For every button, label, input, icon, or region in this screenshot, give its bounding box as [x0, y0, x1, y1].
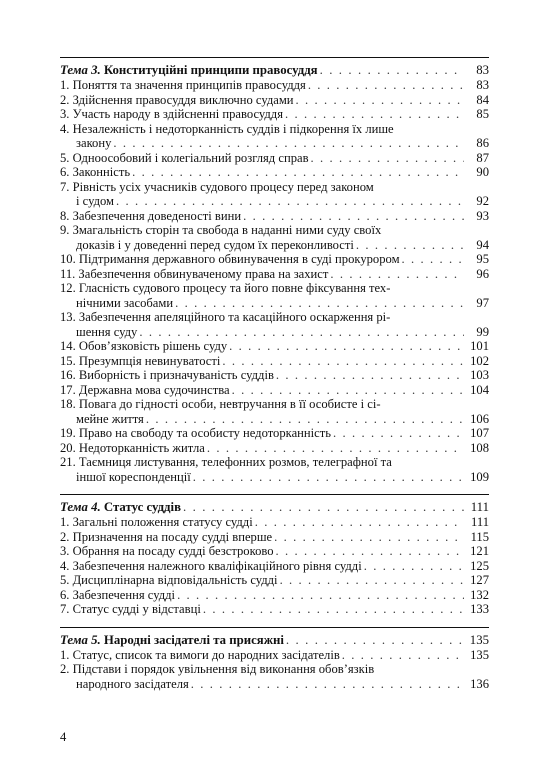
- toc-entry-line: [60, 165, 489, 180]
- section-gap: [60, 484, 489, 494]
- entry-text: іншої кореспонденції: [76, 469, 191, 484]
- toc-entry-line: [60, 530, 489, 545]
- entry-page: 108: [470, 440, 489, 455]
- dot-leader: [274, 530, 464, 545]
- entry-text: 2. Здійснення правосуддя виключно судами: [60, 92, 294, 107]
- dot-leader: [333, 426, 464, 441]
- toc-section: [60, 617, 489, 692]
- entry-text: 19. Право на свободу та особисту недоторканність: [60, 426, 331, 440]
- entry-page: 95: [476, 252, 489, 266]
- dot-leader: [285, 107, 464, 122]
- toc-entry-line: [60, 383, 489, 398]
- entry-page: 132: [470, 587, 489, 602]
- entry-page: 97: [476, 295, 489, 310]
- table-of-contents: [60, 57, 489, 691]
- dot-leader: [320, 62, 464, 78]
- dot-leader: [191, 677, 464, 692]
- toc-entry-line: [60, 677, 489, 692]
- entry-page: 121: [470, 544, 489, 558]
- section-label: Тема 4.: [60, 500, 101, 514]
- dot-leader: [276, 544, 464, 559]
- toc-entry-line: [60, 515, 489, 530]
- section-rule: [60, 494, 489, 495]
- entry-text: народного засідателя: [76, 676, 189, 691]
- dot-leader: [222, 354, 464, 369]
- dot-leader: [207, 441, 464, 456]
- dot-leader: [280, 573, 464, 588]
- toc-section: [60, 484, 489, 617]
- entry-page: 92: [476, 194, 489, 208]
- toc-section: [60, 57, 489, 484]
- dot-leader: [177, 588, 464, 603]
- entry-text: 5. Дисциплінарна відповідальність судді: [60, 573, 278, 587]
- entry-text: 8. Забезпечення доведеності вини: [60, 208, 242, 223]
- entry-text: 2. Призначення на посаду судді вперше: [60, 529, 273, 544]
- section-rule: [60, 627, 489, 628]
- dot-leader: [229, 339, 464, 354]
- entry-page: 86: [476, 136, 489, 150]
- dot-leader: [356, 238, 464, 253]
- toc-entry-line: [60, 397, 489, 412]
- entry-text: 2. Підстави і порядок увільнення від виконання обов’язків: [60, 662, 375, 676]
- dot-leader: [255, 515, 464, 530]
- section-heading-text: [60, 632, 284, 648]
- entry-text: 6. Законність: [60, 165, 131, 179]
- section-title: Конституційні принципи правосуддя: [103, 63, 318, 77]
- toc-entry-line: [60, 662, 489, 677]
- section-heading-text: [60, 499, 181, 515]
- entry-page: 96: [476, 266, 489, 281]
- entry-text: 21. Таємниця листування, телефонних розмов, телеграфної та: [60, 455, 392, 469]
- entry-page: 93: [476, 208, 489, 223]
- entry-page: 99: [476, 324, 489, 339]
- section-label: Тема 3.: [60, 63, 101, 77]
- section-heading-text: [60, 62, 318, 78]
- toc-entry-line: [60, 412, 489, 427]
- entry-text: 14. Обов’язковість рішень суду: [60, 339, 228, 353]
- entry-page: 85: [476, 107, 489, 121]
- entry-text: закону: [76, 136, 112, 150]
- section-title: Статус суддів: [103, 500, 181, 514]
- section-title: Народні засідателі та присяжні: [103, 632, 284, 647]
- entry-page: 101: [470, 339, 489, 353]
- entry-page: 94: [476, 237, 489, 252]
- section-label: Тема 5.: [60, 632, 101, 647]
- dot-leader: [146, 412, 464, 427]
- entry-page: 87: [476, 150, 489, 165]
- entry-text: доказів і у доведенні перед судом їх переконливості: [76, 237, 354, 252]
- entry-page: 111: [471, 515, 489, 529]
- page-number: 4: [60, 730, 67, 744]
- dot-leader: [330, 267, 464, 282]
- section-page: 135: [469, 632, 489, 647]
- dot-leader: [311, 151, 464, 166]
- entry-text: 11. Забезпечення обвинуваченому права на захист: [60, 266, 329, 281]
- toc-entry-line: [60, 368, 489, 383]
- section-heading: [60, 62, 489, 78]
- entry-text: 6. Забезпечення судді: [60, 587, 176, 602]
- toc-entry-line: [60, 455, 489, 470]
- dot-leader: [296, 93, 464, 108]
- entry-text: шення суду: [76, 324, 138, 339]
- toc-entry-line: [60, 354, 489, 369]
- dot-leader: [132, 165, 464, 180]
- toc-entry-line: [60, 122, 489, 137]
- section-gap: [60, 617, 489, 627]
- toc-entry-line: [60, 267, 489, 282]
- section-rule: [60, 57, 489, 58]
- toc-entry-line: [60, 78, 489, 93]
- section-page: 111: [470, 500, 489, 514]
- dot-leader: [139, 325, 464, 340]
- dot-leader: [286, 632, 464, 648]
- entry-text: 9. Змагальність сторін та свобода в наданні ними суду своїх: [60, 223, 382, 237]
- toc-entry-line: [60, 441, 489, 456]
- toc-entry-line: [60, 223, 489, 238]
- entry-page: 135: [470, 647, 489, 662]
- toc-entry-line: [60, 559, 489, 574]
- dot-leader: [183, 499, 464, 515]
- entry-page: 90: [476, 165, 489, 179]
- toc-entry-line: [60, 93, 489, 108]
- toc-entry-line: [60, 602, 489, 617]
- dot-leader: [276, 368, 464, 383]
- entry-text: 12. Гласність судового процесу та його повне фіксування тех-: [60, 281, 391, 295]
- toc-entry-line: [60, 107, 489, 122]
- entry-text: 1. Поняття та значення принципів правосуддя: [60, 78, 306, 92]
- section-page: 83: [476, 63, 489, 77]
- dot-leader: [232, 383, 464, 398]
- toc-entry-line: [60, 573, 489, 588]
- entry-text: 3. Участь народу в здійсненні правосуддя: [60, 107, 283, 121]
- entry-page: 133: [470, 602, 489, 616]
- entry-text: 16. Виборність і призначуваність суддів: [60, 368, 274, 382]
- entry-text: 4. Незалежність і недоторканність суддів і підкорення їх лише: [60, 121, 394, 136]
- toc-entry-line: [60, 648, 489, 663]
- dot-leader: [308, 78, 464, 93]
- toc-entry-line: [60, 588, 489, 603]
- entry-page: 84: [476, 92, 489, 107]
- toc-entry-line: [60, 136, 489, 151]
- dot-leader: [364, 559, 464, 574]
- entry-text: 10. Підтримання державного обвинувачення в суді прокурором: [60, 252, 400, 266]
- entry-text: 15. Презумпція невинуватості: [60, 353, 221, 368]
- section-heading: [60, 632, 489, 648]
- dot-leader: [243, 209, 464, 224]
- toc-entry-line: [60, 426, 489, 441]
- toc-entry-line: [60, 180, 489, 195]
- entry-text: 13. Забезпечення апеляційного та касаційного оскарження рі-: [60, 310, 391, 324]
- entry-page: 109: [470, 469, 489, 484]
- entry-page: 115: [470, 529, 489, 544]
- toc-entry-line: [60, 281, 489, 296]
- entry-text: 20. Недоторканність житла: [60, 440, 205, 455]
- entry-text: 1. Статус, список та вимоги до народних засідателів: [60, 647, 340, 662]
- toc-entry-line: [60, 252, 489, 267]
- entry-text: 1. Загальні положення статусу судді: [60, 515, 253, 529]
- entry-text: 7. Статус судді у відставці: [60, 602, 201, 616]
- toc-entry-line: [60, 310, 489, 325]
- entry-text: 17. Державна мова судочинства: [60, 382, 230, 397]
- entry-text: 7. Рівність усіх учасників судового процесу перед законом: [60, 179, 374, 194]
- entry-page: 125: [470, 558, 489, 573]
- dot-leader: [193, 470, 464, 485]
- entry-text: мейне життя: [76, 411, 144, 426]
- toc-entry-line: [60, 209, 489, 224]
- section-heading: [60, 499, 489, 515]
- entry-text: 3. Обрання на посаду судді безстроково: [60, 544, 274, 558]
- entry-text: 18. Повага до гідності особи, невтручання в її особисте і сі-: [60, 397, 381, 411]
- entry-text: 4. Забезпечення належного кваліфікаційного рівня судді: [60, 558, 362, 573]
- dot-leader: [342, 648, 464, 663]
- entry-page: 83: [476, 78, 489, 92]
- entry-page: 103: [470, 368, 489, 382]
- entry-text: нічними засобами: [76, 295, 174, 310]
- dot-leader: [402, 252, 464, 267]
- entry-text: 5. Одноособовий і колегіальний розгляд справ: [60, 150, 309, 165]
- entry-page: 104: [470, 382, 489, 397]
- toc-entry-line: [60, 470, 489, 485]
- toc-entry-line: [60, 339, 489, 354]
- toc-entry-line: [60, 238, 489, 253]
- entry-page: 127: [470, 573, 489, 587]
- dot-leader: [203, 602, 464, 617]
- dot-leader: [175, 296, 464, 311]
- entry-text: і судом: [76, 194, 115, 208]
- entry-page: 136: [470, 676, 489, 691]
- entry-page: 107: [470, 426, 489, 440]
- dot-leader: [116, 194, 464, 209]
- entry-page: 106: [470, 411, 489, 426]
- toc-entry-line: [60, 194, 489, 209]
- toc-entry-line: [60, 325, 489, 340]
- dot-leader: [113, 136, 464, 151]
- toc-entry-line: [60, 296, 489, 311]
- entry-page: 102: [470, 353, 489, 368]
- toc-entry-line: [60, 151, 489, 166]
- toc-entry-line: [60, 544, 489, 559]
